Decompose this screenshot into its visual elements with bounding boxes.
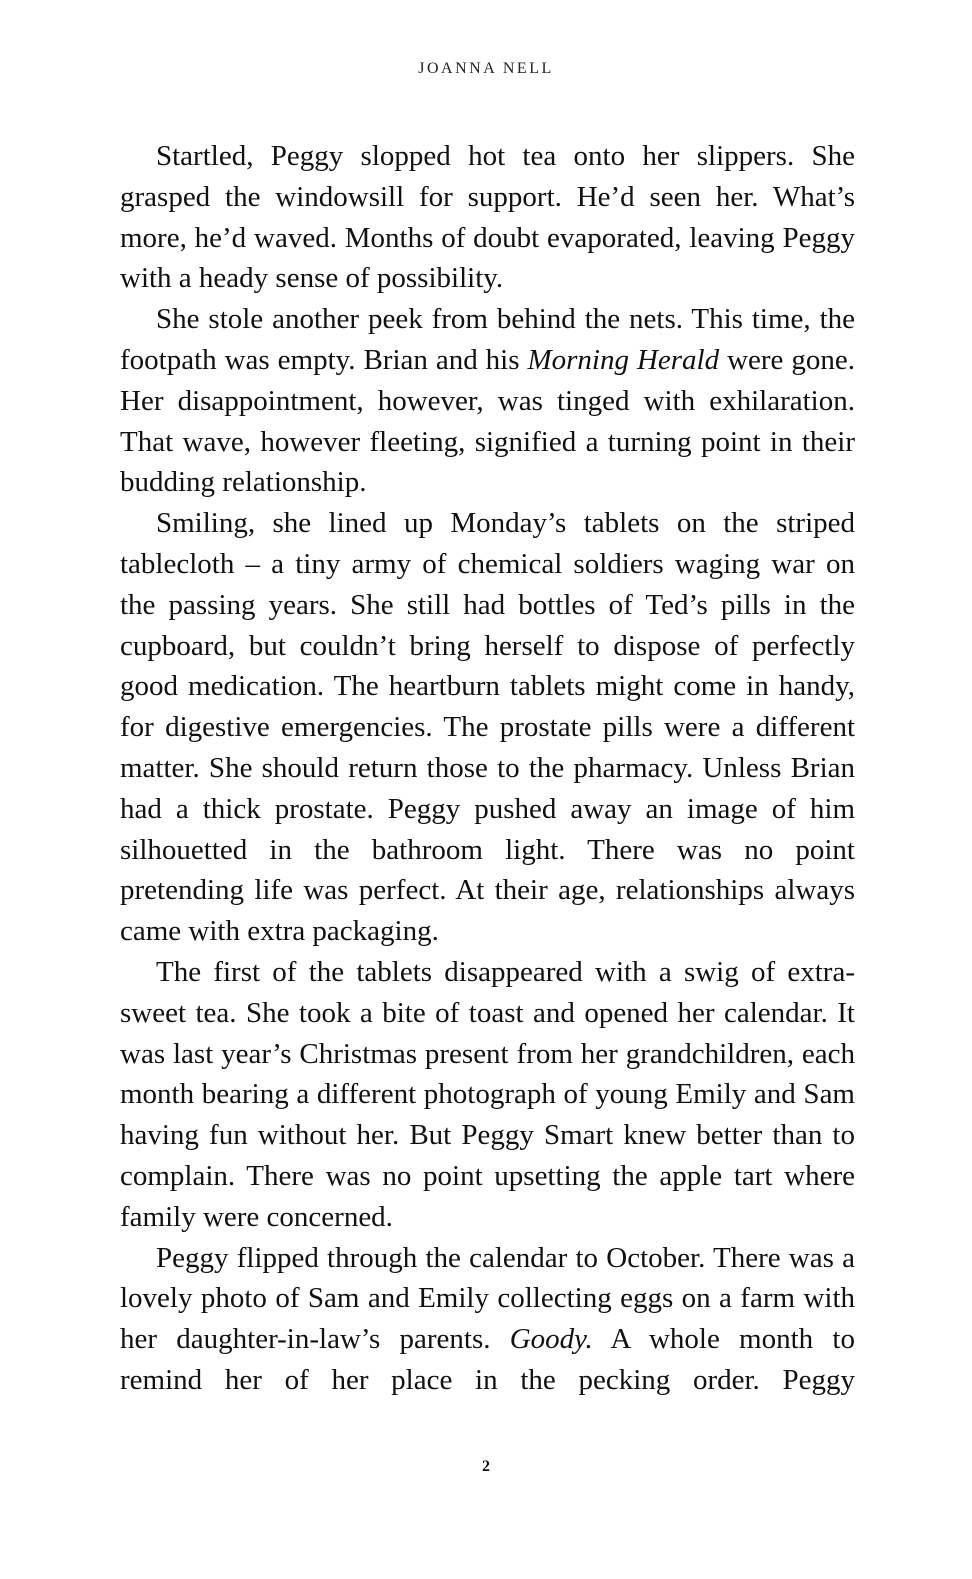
page-number: 2 xyxy=(482,1458,490,1475)
paragraph-1: Startled, Peggy slopped hot tea onto her slippers. She grasped the windowsill for support. He’d seen her. What’s more, he’d waved. Months of doubt evaporated, leaving Peggy with a heady sense of possibility. xyxy=(120,140,855,295)
paragraph-5 xyxy=(120,1238,855,1401)
paragraph-4: The first of the tablets disappeared with a swig of extra-sweet tea. She took a bite of toast and opened her calendar. It was last year’s Christmas present from her grandchildren, each month bearing a different photograph of young Emily and Sam having fun without her. But Peggy Smart knew better than to complain. There was no point upsetting the apple tart where family were concerned. xyxy=(120,955,855,1233)
paragraph-5-text-a: Peggy flipped through the calendar to October. There was a lovely photo of Sam and Emily collecting eggs on a farm with her daughter-in-law’s parents. xyxy=(120,1241,855,1356)
paragraph-5-italic-word: Goody. xyxy=(509,1323,593,1356)
paragraph-2-text-a: She stole another peek from behind the nets. This time, the footpath was empty. Brian and his xyxy=(120,303,855,376)
running-head: JOANNA NELL xyxy=(418,60,554,77)
paragraph-2 xyxy=(120,299,855,503)
paragraph-2-text-b: were gone. Her disappointment, however, was tinged with exhilaration. That wave, however fleeting, signified a turning point in their budding relationship. xyxy=(120,343,855,499)
paragraph-5-text-b: A whole month to remind her of her place in the pecking order. Peggy xyxy=(120,1323,855,1396)
paragraph-2-italic-title: Morning Herald xyxy=(527,343,720,376)
paragraph-3: Smiling, she lined up Monday’s tablets on the striped tablecloth – a tiny army of chemical soldiers waging war on the passing years. She still had bottles of Ted’s pills in the cupboard, but couldn’t bring herself to dispose of perfectly good medication. The heartburn tablets might come in handy, for digestive emergencies. The prostate pills were a different matter. She should return those to the pharmacy. Unless Brian had a thick prostate. Peggy pushed away an image of him silhouetted in the bathroom light. There was no point pretending life was perfect. At their age, relationships always came with extra packaging. xyxy=(120,507,855,948)
body-text xyxy=(120,136,855,1401)
